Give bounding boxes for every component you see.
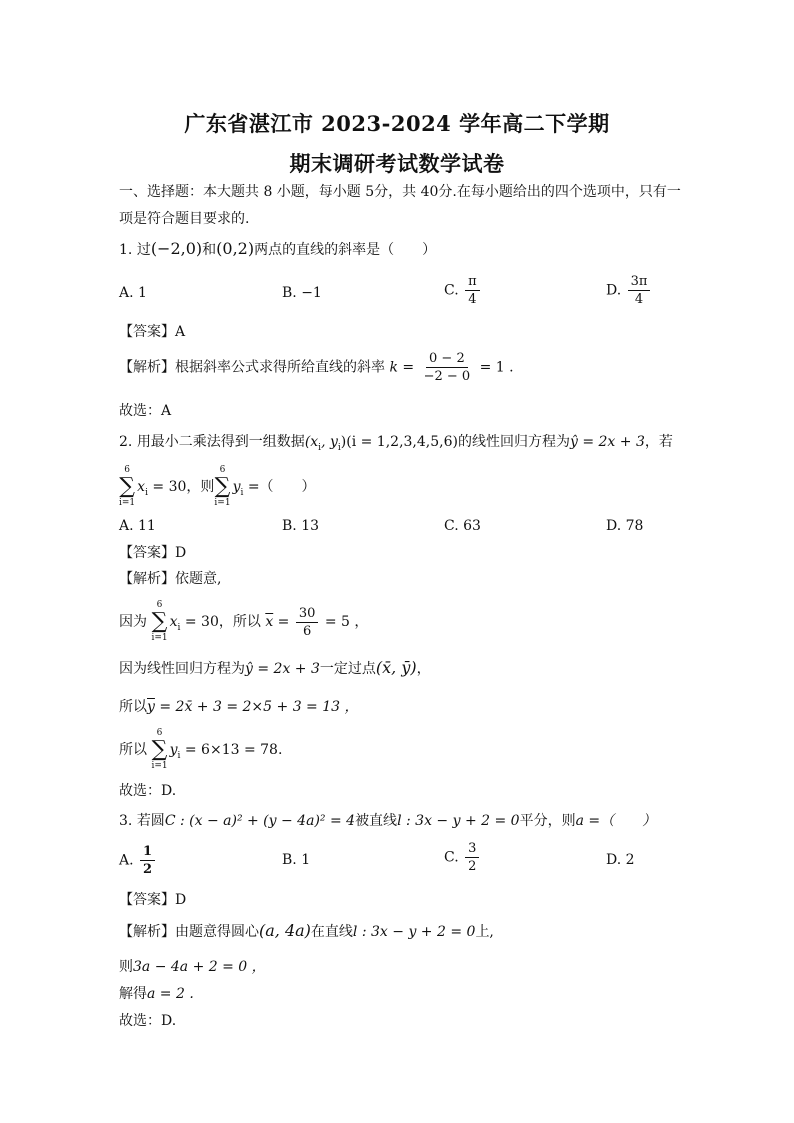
q2-step-3: 所以$\overline{y}$ = 2x̄ + 3 = 2×5 + 3 = 13 ，: [119, 699, 359, 715]
q1-answer: 【答案】A: [119, 324, 186, 340]
question-3-stem: 3. 若圆C : (x − a)² + (y − 4a)² = 4被直线l : 3x − y + 2 = 0平分，则a =（ ）: [119, 813, 657, 829]
q3-option-a: A. $\frac{1}{2}$: [119, 843, 157, 878]
q3-answer: 【答案】D: [119, 892, 187, 908]
exam-title-line1: 广东省湛江市 2023-2024 学年高二下学期: [184, 111, 610, 136]
exam-title-line2: 期末调研考试数学试卷: [289, 151, 505, 176]
question-1-stem: 1. 过(−2,0)和(0,2)两点的直线的斜率是（ ）: [119, 239, 437, 258]
q2-conclusion: 故选：D.: [119, 783, 177, 799]
q2-option-d: D. 78: [606, 518, 644, 534]
q3-option-b: B. 1: [282, 852, 311, 868]
q3-step-1: 则3a − 4a + 2 = 0 ，: [119, 959, 266, 975]
q3-step-2: 解得a = 2 .: [119, 986, 194, 1002]
q2-step-1: 因为 6 ∑ i=1 $x_i = 30$，所以 $\overline{x}$ = $\frac{30}{6}$ = 5 ，: [119, 600, 369, 643]
q1-conclusion: 故选：A: [119, 403, 172, 419]
q2-step-4: 所以 6 ∑ i=1 $y_i = 6\times 13 = 78$.: [119, 728, 283, 771]
q1-option-a: A. 1: [119, 285, 147, 301]
q1-option-d: D. $\frac{3\pi}{4}$: [606, 273, 652, 308]
q2-answer: 【答案】D: [119, 545, 187, 561]
q1-analysis: 【解析】根据斜率公式求得所给直线的斜率 k = $\frac{0 - 2}{-2 - 0}$ = 1 .: [119, 351, 514, 384]
q2-step-2: 因为线性回归方程为ŷ = 2x + 3一定过点(x̄, ȳ)，: [119, 658, 431, 677]
question-2-stem-cont: 6 ∑ i=1 $x_i = 30$，则 6 ∑ i=1 $y_i$ =（ ）: [119, 465, 316, 508]
q2-option-a: A. 11: [119, 518, 156, 534]
q3-analysis: 【解析】由题意得圆心(a, 4a)在直线l : 3x − y + 2 = 0上,: [119, 921, 494, 940]
q1-option-b: B. −1: [282, 285, 322, 301]
q1-option-c: C. $\frac{\pi}{4}$: [444, 273, 482, 308]
section-heading: 一、选择题：本大题共 8 小题，每小题 5分，共 40分.在每小题给出的四个选项中，只有一: [119, 184, 681, 200]
q2-option-c: C. 63: [444, 518, 481, 534]
q3-option-c: C. $\frac{3}{2}$: [444, 840, 481, 875]
q2-option-b: B. 13: [282, 518, 320, 534]
section-heading-cont: 项是符合题目要求的.: [119, 211, 250, 227]
q3-option-d: D. 2: [606, 852, 635, 868]
question-2-stem: 2. 用最小二乘法得到一组数据($x_i$, $y_i)(i = 1,2,3,4,5,6)$的线性回归方程为ŷ = 2x + 3，若: [119, 434, 673, 453]
q2-analysis: 【解析】依题意,: [119, 571, 222, 587]
q3-conclusion: 故选：D.: [119, 1013, 177, 1029]
